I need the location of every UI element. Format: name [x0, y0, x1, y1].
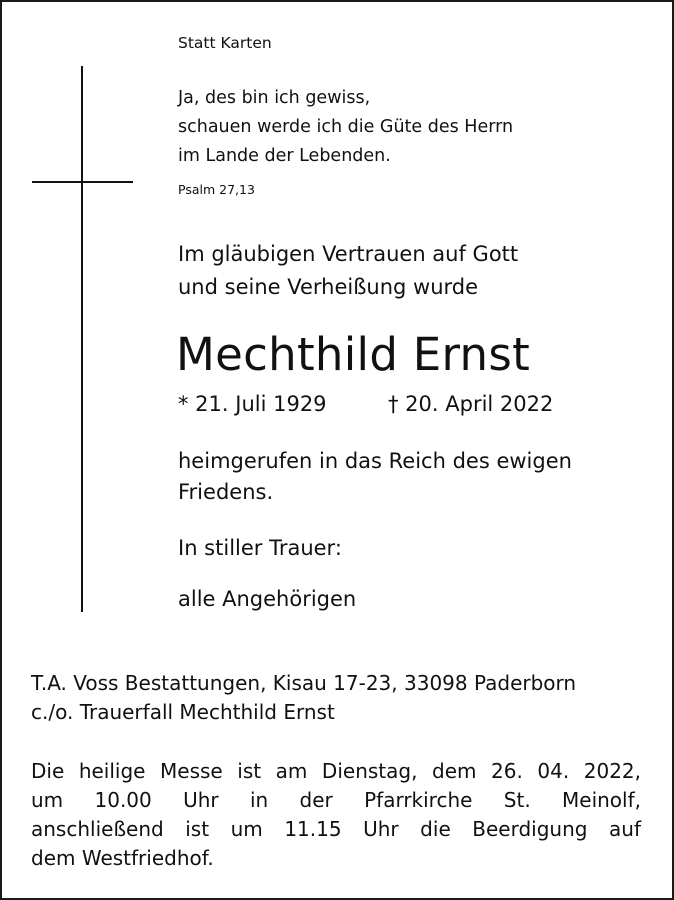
- service-line-2: um 10.00 Uhr in der Pfarrkirche St. Meinolf,: [31, 788, 641, 812]
- deceased-name: Mechthild Ernst: [176, 328, 531, 381]
- intro-line-1: Im gläubigen Vertrauen auf Gott: [178, 242, 519, 266]
- signatories: alle Angehörigen: [178, 587, 357, 611]
- funeral-home-line-2: c./o. Trauerfall Mechthild Ernst: [31, 700, 335, 724]
- birth-date: * 21. Juli 1929: [178, 392, 327, 416]
- funeral-home-line-1: T.A. Voss Bestattungen, Kisau 17-23, 33098 Paderborn: [31, 671, 577, 695]
- verse-line-3: im Lande der Lebenden.: [178, 146, 391, 166]
- verse-line-2: schauen werde ich die Güte des Herrn: [178, 117, 514, 137]
- service-announcement: [31, 757, 641, 873]
- service-line-1: Die heilige Messe ist am Dienstag, dem 26. 04. 2022,: [31, 759, 641, 783]
- statt-karten-label: Statt Karten: [178, 34, 272, 52]
- service-line-4: dem Westfriedhof.: [31, 846, 214, 870]
- mourning-label: In stiller Trauer:: [178, 536, 342, 560]
- cross-icon-horizontal: [32, 181, 133, 183]
- outro-line-2: Friedens.: [178, 480, 274, 504]
- death-date: † 20. April 2022: [388, 392, 554, 416]
- verse-line-1: Ja, des bin ich gewiss,: [178, 88, 371, 108]
- service-line-3: anschließend ist um 11.15 Uhr die Beerdigung auf: [31, 817, 641, 841]
- outro-line-1: heimgerufen in das Reich des ewigen: [178, 449, 572, 473]
- intro-line-2: und seine Verheißung wurde: [178, 275, 479, 299]
- cross-icon-vertical: [81, 66, 83, 612]
- verse-reference: Psalm 27,13: [178, 182, 255, 197]
